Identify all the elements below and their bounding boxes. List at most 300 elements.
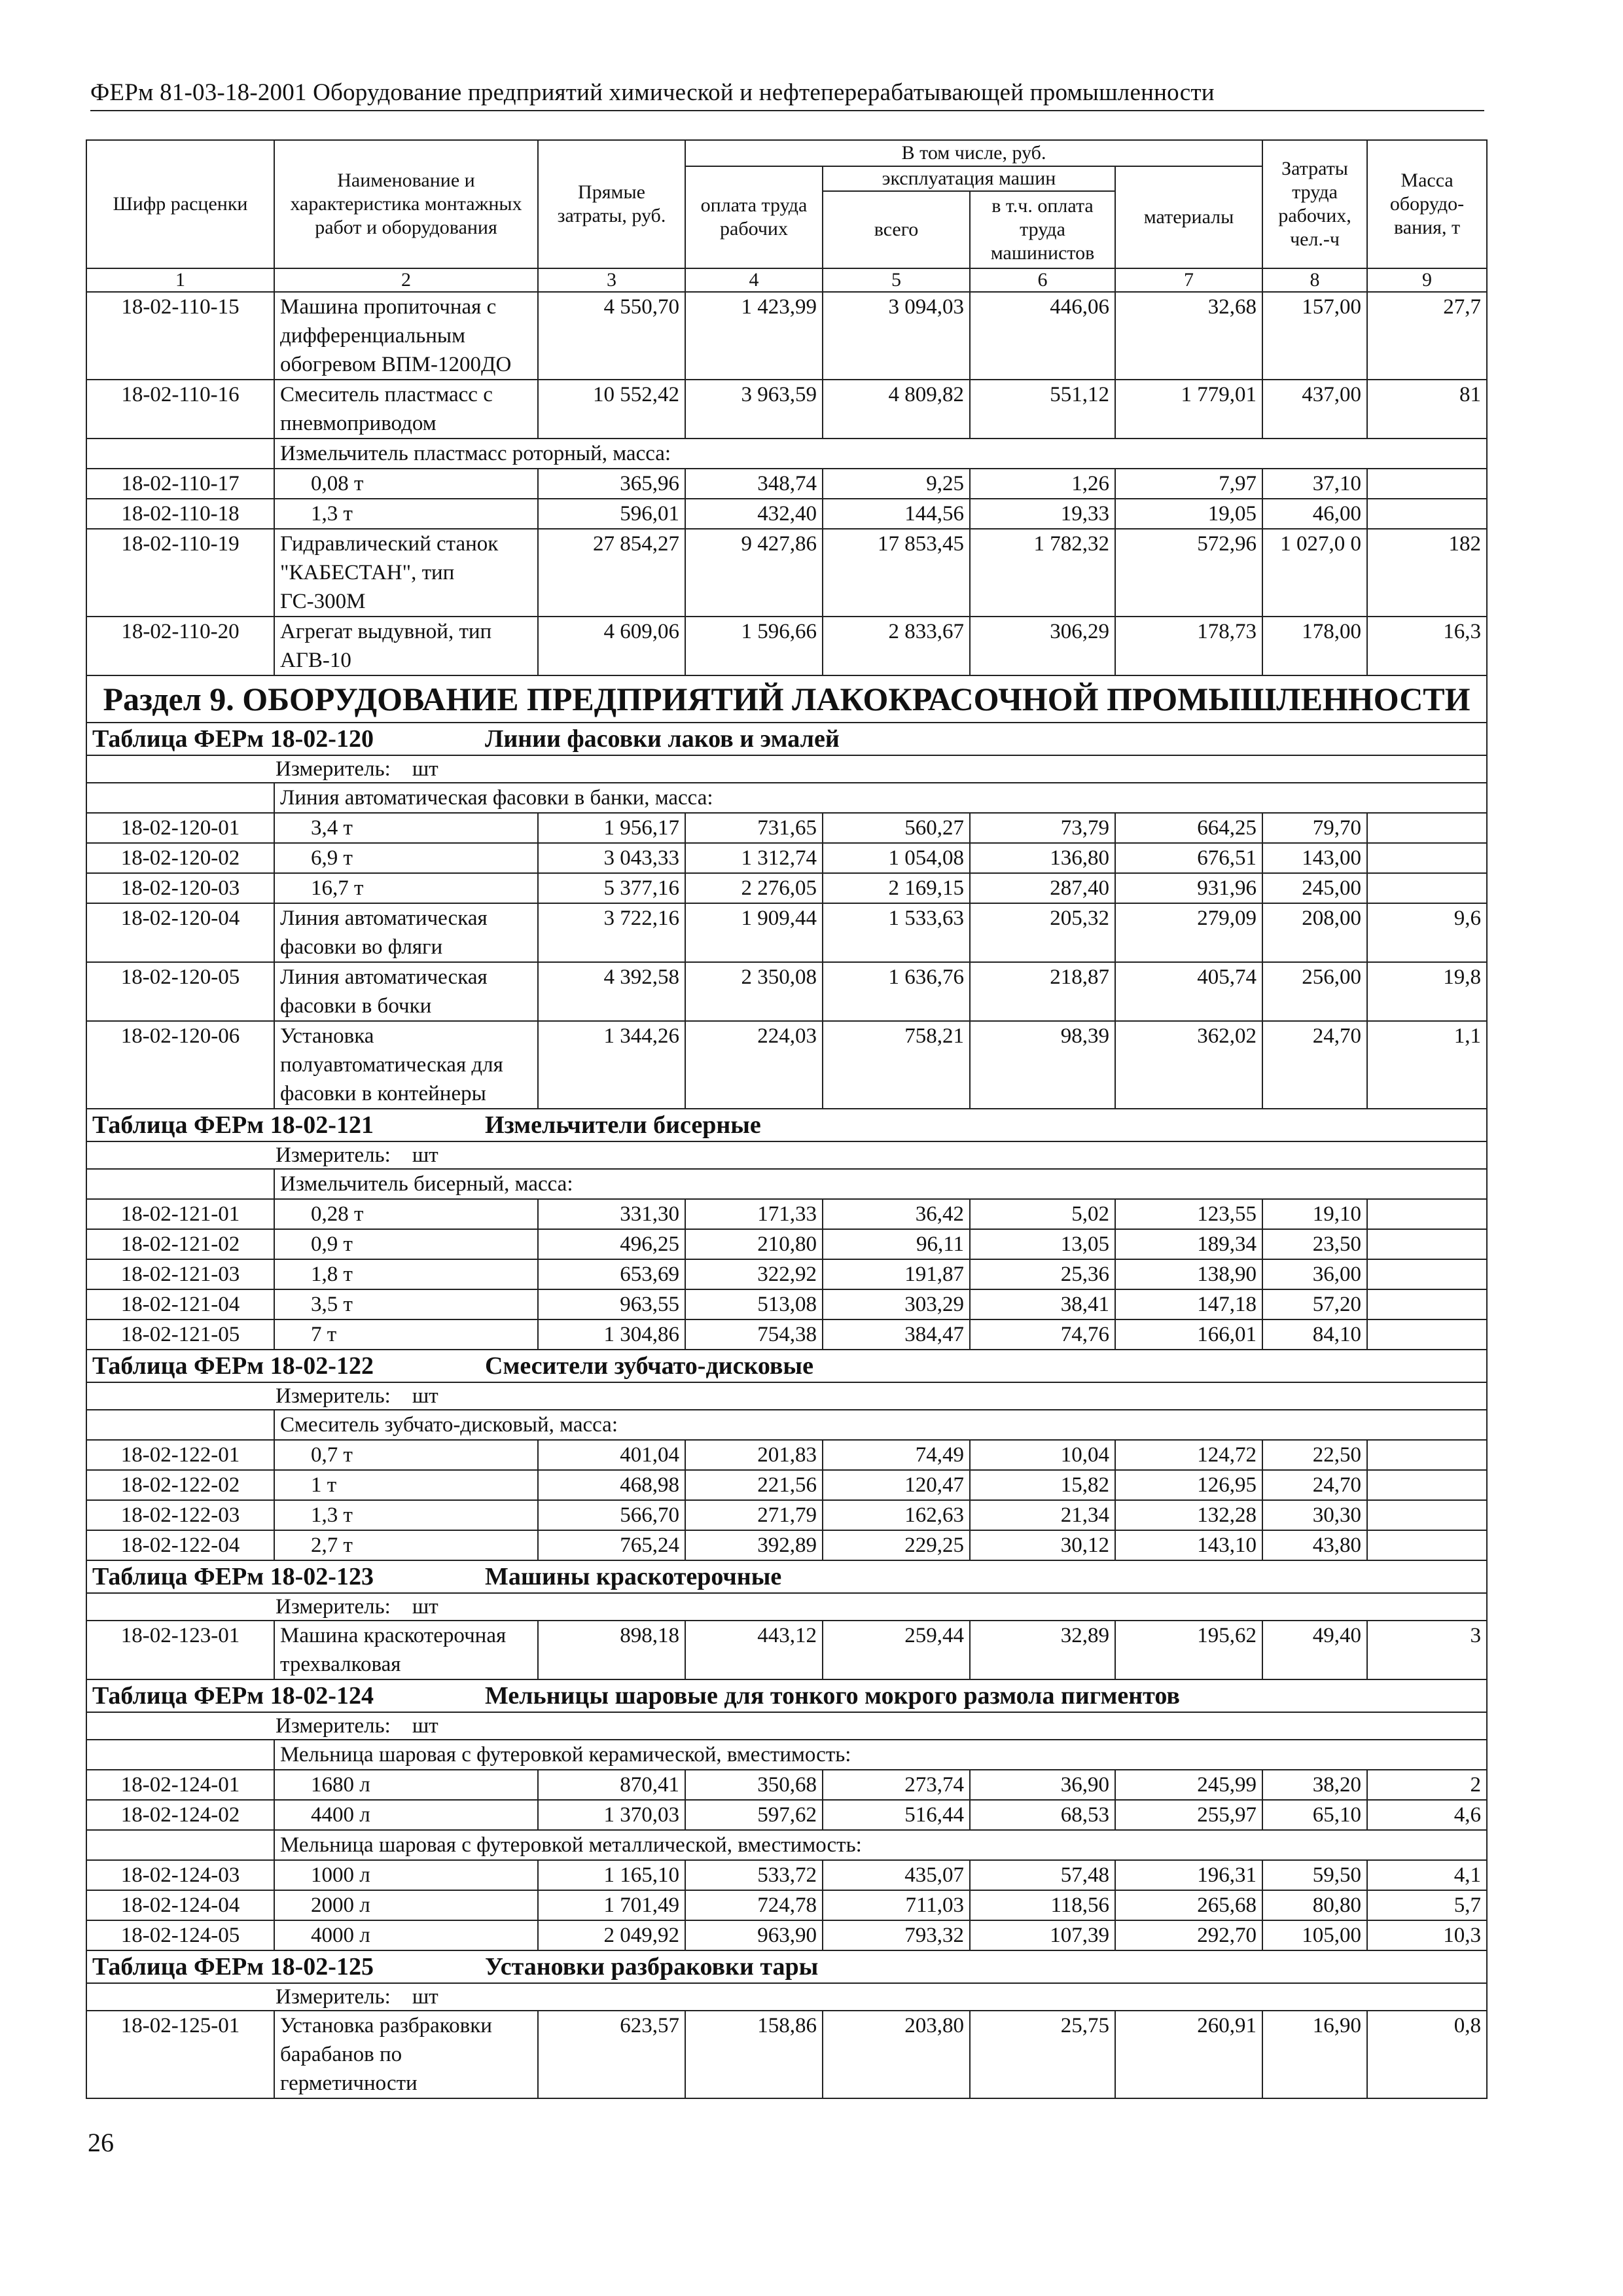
cell-direct: 27 854,27 <box>538 529 685 617</box>
table-title: Машины краскотерочные <box>485 1563 782 1590</box>
cell-labor: 23,50 <box>1262 1229 1367 1259</box>
rate-code: 18-02-110-16 <box>86 380 274 439</box>
rate-code: 18-02-120-05 <box>86 962 274 1021</box>
work-name: 3,5 т <box>274 1289 538 1319</box>
measure-label: Измеритель: <box>276 1143 391 1167</box>
col-name: Наименование и характеристика монтажных работ и оборудования <box>274 140 538 268</box>
cell-wages: 724,78 <box>685 1890 823 1920</box>
work-name: 7 т <box>274 1319 538 1350</box>
cell-wages: 1 596,66 <box>685 617 823 675</box>
measure-row <box>86 1712 1487 1740</box>
cell-labor: 59,50 <box>1262 1860 1367 1890</box>
measure-unit: шт <box>412 757 438 781</box>
cell-mass: 1,1 <box>1367 1021 1487 1109</box>
table-row <box>86 617 1487 675</box>
cell-wages: 224,03 <box>685 1021 823 1109</box>
table-title-row <box>86 1109 1487 1141</box>
table-row <box>86 1621 1487 1679</box>
rate-code: 18-02-110-15 <box>86 292 274 380</box>
cell-mat: 138,90 <box>1115 1259 1262 1289</box>
cell-direct: 1 956,17 <box>538 813 685 843</box>
cell-machw: 32,89 <box>970 1621 1115 1679</box>
cell-mass <box>1367 1259 1487 1289</box>
cell-machw: 107,39 <box>970 1920 1115 1950</box>
cell-machw: 98,39 <box>970 1021 1115 1109</box>
cell-mat: 362,02 <box>1115 1021 1262 1109</box>
cell-machw: 1,26 <box>970 469 1115 499</box>
cell-mass: 182 <box>1367 529 1487 617</box>
cell-mat: 178,73 <box>1115 617 1262 675</box>
rate-code: 18-02-124-04 <box>86 1890 274 1920</box>
rate-code: 18-02-110-17 <box>86 469 274 499</box>
rate-code: 18-02-123-01 <box>86 1621 274 1679</box>
table-row <box>86 1770 1487 1800</box>
cell-mat: 147,18 <box>1115 1289 1262 1319</box>
cell-mass: 3 <box>1367 1621 1487 1679</box>
cell-machw: 15,82 <box>970 1470 1115 1500</box>
cell-wages: 597,62 <box>685 1800 823 1830</box>
cell-labor: 36,00 <box>1262 1259 1367 1289</box>
cell-mach: 1 054,08 <box>823 843 970 873</box>
cell-mach: 1 636,76 <box>823 962 970 1021</box>
cell-direct: 365,96 <box>538 469 685 499</box>
cell-machw: 25,75 <box>970 2011 1115 2098</box>
work-name: 1,3 т <box>274 499 538 529</box>
cell-mass: 81 <box>1367 380 1487 439</box>
rate-code: 18-02-121-02 <box>86 1229 274 1259</box>
work-name: Агрегат выдувной, тип АГВ-10 <box>274 617 538 675</box>
cell-mass: 16,3 <box>1367 617 1487 675</box>
cell-mach: 758,21 <box>823 1021 970 1109</box>
cell-direct: 10 552,42 <box>538 380 685 439</box>
cell-direct: 566,70 <box>538 1500 685 1530</box>
cell-labor: 80,80 <box>1262 1890 1367 1920</box>
cell-mass: 5,7 <box>1367 1890 1487 1920</box>
work-name: 2000 л <box>274 1890 538 1920</box>
table-row <box>86 380 1487 439</box>
group-caption-row <box>86 1410 1487 1440</box>
rate-code: 18-02-122-01 <box>86 1440 274 1470</box>
cell-mass: 9,6 <box>1367 903 1487 962</box>
cell-mass <box>1367 1199 1487 1229</box>
cell-mat: 292,70 <box>1115 1920 1262 1950</box>
cell-mat: 124,72 <box>1115 1440 1262 1470</box>
cell-mach: 711,03 <box>823 1890 970 1920</box>
rate-code: 18-02-120-06 <box>86 1021 274 1109</box>
cell-mach: 191,87 <box>823 1259 970 1289</box>
cell-mass <box>1367 813 1487 843</box>
table-row <box>86 499 1487 529</box>
group-caption-row <box>86 439 1487 469</box>
rate-code: 18-02-121-05 <box>86 1319 274 1350</box>
cell-wages: 2 350,08 <box>685 962 823 1021</box>
cell-mat: 245,99 <box>1115 1770 1262 1800</box>
rate-code: 18-02-122-03 <box>86 1500 274 1530</box>
cell-labor: 49,40 <box>1262 1621 1367 1679</box>
page-number: 26 <box>88 2128 114 2157</box>
cell-machw: 306,29 <box>970 617 1115 675</box>
table-row <box>86 1199 1487 1229</box>
work-name: 3,4 т <box>274 813 538 843</box>
work-name: 0,9 т <box>274 1229 538 1259</box>
cell-mach: 96,11 <box>823 1229 970 1259</box>
cell-mach: 435,07 <box>823 1860 970 1890</box>
cell-labor: 22,50 <box>1262 1440 1367 1470</box>
work-name: 0,7 т <box>274 1440 538 1470</box>
cell-wages: 1 909,44 <box>685 903 823 962</box>
cell-labor: 24,70 <box>1262 1021 1367 1109</box>
measure-unit: шт <box>412 1714 438 1738</box>
work-name: Машина пропиточная с дифференциальным обогревом ВПМ-1200ДО <box>274 292 538 380</box>
cell-wages: 201,83 <box>685 1440 823 1470</box>
cell-machw: 25,36 <box>970 1259 1115 1289</box>
col-direct: Прямые затраты, руб. <box>538 140 685 268</box>
cell-mat: 143,10 <box>1115 1530 1262 1560</box>
cell-direct: 765,24 <box>538 1530 685 1560</box>
cell-mat: 189,34 <box>1115 1229 1262 1259</box>
group-caption-row <box>86 1830 1487 1860</box>
table-title-row <box>86 1950 1487 1983</box>
table-row <box>86 2011 1487 2098</box>
col-machines: эксплуатация машин <box>823 166 1115 191</box>
measure-unit: шт <box>412 1985 438 2009</box>
cell-wages: 1 312,74 <box>685 843 823 873</box>
rate-code: 18-02-120-01 <box>86 813 274 843</box>
table-row <box>86 903 1487 962</box>
cell-wages: 348,74 <box>685 469 823 499</box>
rate-code: 18-02-110-20 <box>86 617 274 675</box>
cell-labor: 43,80 <box>1262 1530 1367 1560</box>
cell-direct: 870,41 <box>538 1770 685 1800</box>
table-title-row <box>86 1679 1487 1712</box>
work-name: 0,28 т <box>274 1199 538 1229</box>
measure-row <box>86 1141 1487 1169</box>
cell-mat: 32,68 <box>1115 292 1262 380</box>
cell-mass <box>1367 873 1487 903</box>
cell-machw: 30,12 <box>970 1530 1115 1560</box>
work-name: 1,3 т <box>274 1500 538 1530</box>
cell-wages: 513,08 <box>685 1289 823 1319</box>
table-code: Таблица ФЕРм 18-02-121 <box>92 1111 374 1139</box>
table-row <box>86 1229 1487 1259</box>
table-row <box>86 1289 1487 1319</box>
table-row <box>86 813 1487 843</box>
table-row <box>86 1021 1487 1109</box>
col-incl: В том числе, руб. <box>685 140 1262 166</box>
work-name: 1680 л <box>274 1770 538 1800</box>
rate-code: 18-02-121-03 <box>86 1259 274 1289</box>
cell-machw: 205,32 <box>970 903 1115 962</box>
table-row <box>86 1920 1487 1950</box>
cell-direct: 963,55 <box>538 1289 685 1319</box>
group-caption: Мельница шаровая с футеровкой металлической, вместимость: <box>274 1830 1487 1860</box>
cell-labor: 16,90 <box>1262 2011 1367 2098</box>
cell-labor: 79,70 <box>1262 813 1367 843</box>
work-name: Линия автоматическая фасовки в бочки <box>274 962 538 1021</box>
cell-machw: 68,53 <box>970 1800 1115 1830</box>
cell-machw: 73,79 <box>970 813 1115 843</box>
cell-labor: 256,00 <box>1262 962 1367 1021</box>
cell-direct: 1 701,49 <box>538 1890 685 1920</box>
cell-machw: 446,06 <box>970 292 1115 380</box>
table-title: Смесители зубчато-дисковые <box>485 1352 813 1380</box>
cell-direct: 5 377,16 <box>538 873 685 903</box>
rate-code: 18-02-124-03 <box>86 1860 274 1890</box>
cell-mach: 17 853,45 <box>823 529 970 617</box>
cell-wages: 322,92 <box>685 1259 823 1289</box>
table-row <box>86 843 1487 873</box>
table-row <box>86 469 1487 499</box>
rate-code: 18-02-122-02 <box>86 1470 274 1500</box>
cell-mat: 123,55 <box>1115 1199 1262 1229</box>
cell-direct: 1 165,10 <box>538 1860 685 1890</box>
table-row <box>86 1440 1487 1470</box>
cell-labor: 46,00 <box>1262 499 1367 529</box>
cell-mat: 196,31 <box>1115 1860 1262 1890</box>
cell-wages: 2 276,05 <box>685 873 823 903</box>
rate-code: 18-02-124-05 <box>86 1920 274 1950</box>
cell-machw: 21,34 <box>970 1500 1115 1530</box>
cell-direct: 401,04 <box>538 1440 685 1470</box>
cell-mat: 265,68 <box>1115 1890 1262 1920</box>
cell-wages: 3 963,59 <box>685 380 823 439</box>
cell-wages: 350,68 <box>685 1770 823 1800</box>
cell-mass <box>1367 1440 1487 1470</box>
cell-mat: 126,95 <box>1115 1470 1262 1500</box>
cell-machw: 1 782,32 <box>970 529 1115 617</box>
cell-mass: 0,8 <box>1367 2011 1487 2098</box>
cell-direct: 468,98 <box>538 1470 685 1500</box>
cell-wages: 963,90 <box>685 1920 823 1950</box>
cell-labor: 208,00 <box>1262 903 1367 962</box>
cell-mass: 2 <box>1367 1770 1487 1800</box>
group-caption: Линия автоматическая фасовки в банки, масса: <box>274 783 1487 813</box>
rate-code: 18-02-120-02 <box>86 843 274 873</box>
work-name: Смеситель пластмасс с пневмоприводом <box>274 380 538 439</box>
cell-wages: 9 427,86 <box>685 529 823 617</box>
table-row <box>86 1860 1487 1890</box>
cell-direct: 331,30 <box>538 1199 685 1229</box>
cell-wages: 271,79 <box>685 1500 823 1530</box>
measure-label: Измеритель: <box>276 1384 391 1408</box>
group-caption: Мельница шаровая с футеровкой керамической, вместимость: <box>274 1740 1487 1770</box>
cell-wages: 533,72 <box>685 1860 823 1890</box>
cell-direct: 4 550,70 <box>538 292 685 380</box>
rate-code: 18-02-120-04 <box>86 903 274 962</box>
cell-direct: 3 722,16 <box>538 903 685 962</box>
cell-direct: 4 392,58 <box>538 962 685 1021</box>
column-index-row: 1 2 3 4 5 6 7 8 9 <box>86 268 1487 292</box>
table-row <box>86 1470 1487 1500</box>
col-mass: Масса оборудо-вания, т <box>1367 140 1487 268</box>
header-rule <box>90 110 1484 111</box>
work-name: 6,9 т <box>274 843 538 873</box>
table-row <box>86 1319 1487 1350</box>
cell-mass: 4,6 <box>1367 1800 1487 1830</box>
cell-mass <box>1367 1289 1487 1319</box>
cell-mach: 203,80 <box>823 2011 970 2098</box>
cell-labor: 105,00 <box>1262 1920 1367 1950</box>
cell-labor: 178,00 <box>1262 617 1367 675</box>
rate-code: 18-02-122-04 <box>86 1530 274 1560</box>
cell-wages: 171,33 <box>685 1199 823 1229</box>
cell-mass: 4,1 <box>1367 1860 1487 1890</box>
cell-wages: 754,38 <box>685 1319 823 1350</box>
cell-wages: 731,65 <box>685 813 823 843</box>
col-wages: оплата труда рабочих <box>685 166 823 268</box>
table-row <box>86 1259 1487 1289</box>
work-name: Машина краскотерочная трехвалковая <box>274 1621 538 1679</box>
measure-label: Измеритель: <box>276 1985 391 2009</box>
cell-mach: 36,42 <box>823 1199 970 1229</box>
cell-mass <box>1367 469 1487 499</box>
cell-mach: 9,25 <box>823 469 970 499</box>
table-code: Таблица ФЕРм 18-02-120 <box>92 725 374 753</box>
cell-direct: 596,01 <box>538 499 685 529</box>
rate-code: 18-02-121-04 <box>86 1289 274 1319</box>
cell-machw: 118,56 <box>970 1890 1115 1920</box>
col-mach-wages: в т.ч. оплата труда машинистов <box>970 191 1115 268</box>
cell-labor: 143,00 <box>1262 843 1367 873</box>
cell-mach: 2 833,67 <box>823 617 970 675</box>
cell-direct: 1 304,86 <box>538 1319 685 1350</box>
cell-labor: 19,10 <box>1262 1199 1367 1229</box>
work-name: 1 т <box>274 1470 538 1500</box>
cell-direct: 2 049,92 <box>538 1920 685 1950</box>
cell-mach: 273,74 <box>823 1770 970 1800</box>
table-title: Мельницы шаровые для тонкого мокрого размола пигментов <box>485 1682 1180 1710</box>
measure-row <box>86 1593 1487 1621</box>
cell-mass <box>1367 1470 1487 1500</box>
measure-unit: шт <box>412 1595 438 1619</box>
table-code: Таблица ФЕРм 18-02-124 <box>92 1682 374 1710</box>
cell-mach: 560,27 <box>823 813 970 843</box>
cell-mach: 1 533,63 <box>823 903 970 962</box>
measure-unit: шт <box>412 1143 438 1167</box>
cell-mat: 260,91 <box>1115 2011 1262 2098</box>
measure-row <box>86 755 1487 783</box>
cell-machw: 136,80 <box>970 843 1115 873</box>
table-row <box>86 529 1487 617</box>
table-code: Таблица ФЕРм 18-02-125 <box>92 1953 374 1981</box>
cell-labor: 84,10 <box>1262 1319 1367 1350</box>
rate-code: 18-02-121-01 <box>86 1199 274 1229</box>
cell-mat: 931,96 <box>1115 873 1262 903</box>
cell-wages: 158,86 <box>685 2011 823 2098</box>
cell-machw: 19,33 <box>970 499 1115 529</box>
cell-labor: 437,00 <box>1262 380 1367 439</box>
cell-mass <box>1367 1229 1487 1259</box>
cell-labor: 57,20 <box>1262 1289 1367 1319</box>
rate-code: 18-02-120-03 <box>86 873 274 903</box>
work-name: 1000 л <box>274 1860 538 1890</box>
measure-row <box>86 1983 1487 2011</box>
measure-unit: шт <box>412 1384 438 1408</box>
table-title-row <box>86 723 1487 755</box>
cell-mass <box>1367 1319 1487 1350</box>
cell-mach: 384,47 <box>823 1319 970 1350</box>
cell-mass <box>1367 1530 1487 1560</box>
cell-wages: 443,12 <box>685 1621 823 1679</box>
cell-mach: 2 169,15 <box>823 873 970 903</box>
table-row <box>86 1500 1487 1530</box>
cell-direct: 653,69 <box>538 1259 685 1289</box>
cell-wages: 1 423,99 <box>685 292 823 380</box>
col-labor: Затраты труда рабочих, чел.-ч <box>1262 140 1367 268</box>
cell-labor: 38,20 <box>1262 1770 1367 1800</box>
cell-mat: 1 779,01 <box>1115 380 1262 439</box>
cell-mass: 19,8 <box>1367 962 1487 1021</box>
cell-machw: 287,40 <box>970 873 1115 903</box>
table-title: Измельчители бисерные <box>485 1111 761 1139</box>
cell-mach: 516,44 <box>823 1800 970 1830</box>
cell-mach: 259,44 <box>823 1621 970 1679</box>
work-name: Установка разбраковки барабанов по герметичности <box>274 2011 538 2098</box>
price-table <box>86 139 1488 2099</box>
cell-labor: 24,70 <box>1262 1470 1367 1500</box>
table-code: Таблица ФЕРм 18-02-122 <box>92 1352 374 1380</box>
cell-mass <box>1367 499 1487 529</box>
cell-labor: 30,30 <box>1262 1500 1367 1530</box>
cell-labor: 37,10 <box>1262 469 1367 499</box>
group-caption-row <box>86 783 1487 813</box>
cell-machw: 551,12 <box>970 380 1115 439</box>
work-name: 1,8 т <box>274 1259 538 1289</box>
cell-mach: 793,32 <box>823 1920 970 1950</box>
work-name: 0,08 т <box>274 469 538 499</box>
work-name: 4000 л <box>274 1920 538 1950</box>
cell-machw: 13,05 <box>970 1229 1115 1259</box>
work-name: 4400 л <box>274 1800 538 1830</box>
cell-machw: 218,87 <box>970 962 1115 1021</box>
col-mach-total: всего <box>823 191 970 268</box>
cell-direct: 898,18 <box>538 1621 685 1679</box>
work-name: Установка полуавтоматическая для фасовки в контейнеры <box>274 1021 538 1109</box>
cell-mach: 3 094,03 <box>823 292 970 380</box>
cell-machw: 5,02 <box>970 1199 1115 1229</box>
cell-machw: 10,04 <box>970 1440 1115 1470</box>
cell-mach: 144,56 <box>823 499 970 529</box>
cell-mat: 279,09 <box>1115 903 1262 962</box>
table-row <box>86 1800 1487 1830</box>
cell-labor: 1 027,0 0 <box>1262 529 1367 617</box>
cell-mach: 74,49 <box>823 1440 970 1470</box>
group-caption-row <box>86 1740 1487 1770</box>
table-row <box>86 1530 1487 1560</box>
cell-mat: 7,97 <box>1115 469 1262 499</box>
table-row <box>86 292 1487 380</box>
cell-wages: 210,80 <box>685 1229 823 1259</box>
table-title: Установки разбраковки тары <box>485 1953 819 1981</box>
work-name: Линия автоматическая фасовки во фляги <box>274 903 538 962</box>
table-code: Таблица ФЕРм 18-02-123 <box>92 1563 374 1590</box>
work-name: 2,7 т <box>274 1530 538 1560</box>
table-row <box>86 962 1487 1021</box>
rate-code: 18-02-110-19 <box>86 529 274 617</box>
cell-machw: 74,76 <box>970 1319 1115 1350</box>
cell-direct: 3 043,33 <box>538 843 685 873</box>
group-caption: Смеситель зубчато-дисковый, масса: <box>274 1410 1487 1440</box>
cell-mach: 120,47 <box>823 1470 970 1500</box>
cell-wages: 392,89 <box>685 1530 823 1560</box>
cell-mat: 166,01 <box>1115 1319 1262 1350</box>
cell-mat: 19,05 <box>1115 499 1262 529</box>
cell-direct: 496,25 <box>538 1229 685 1259</box>
cell-direct: 1 344,26 <box>538 1021 685 1109</box>
cell-mass <box>1367 1500 1487 1530</box>
cell-machw: 57,48 <box>970 1860 1115 1890</box>
cell-mat: 132,28 <box>1115 1500 1262 1530</box>
